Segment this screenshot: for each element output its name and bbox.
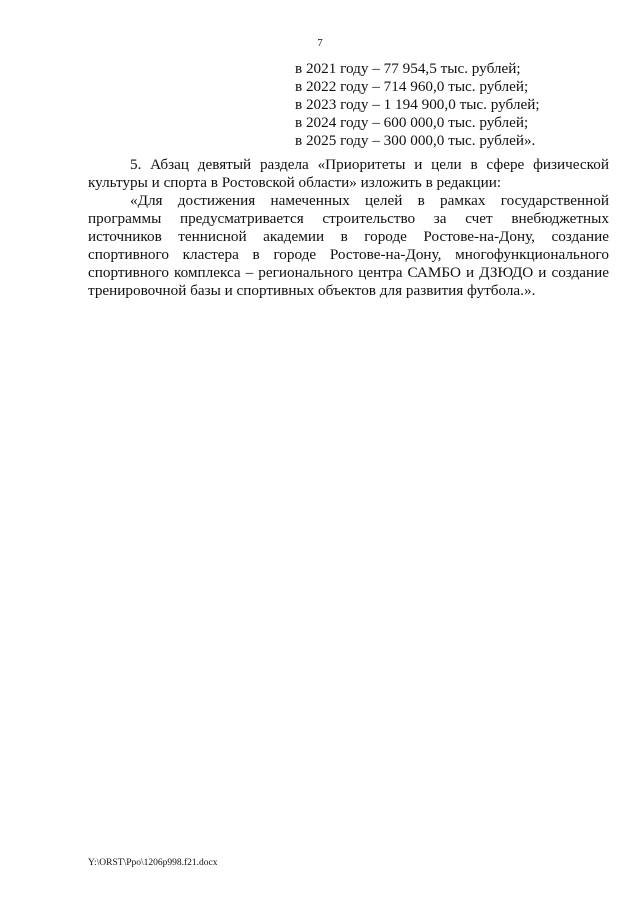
footer-file-path: Y:\ORST\Ppo\1206p998.f21.docx — [88, 858, 218, 868]
quoted-paragraph: «Для достижения намеченных целей в рамках государственной программы предусматривается строительство за счет внебюджетных источников теннисной академии в городе Ростове-на-Дону, создание спортивного кластера в городе Ростове-на-Дону, многофункционального спортивного комплекса – регионального центра САМБО и ДЗЮДО и создание тренировочной базы и спортивных объектов для развития футбола.». — [88, 192, 609, 299]
funding-item-2024: в 2024 году – 600 000,0 тыс. рублей; — [295, 114, 529, 131]
funding-list — [295, 60, 540, 150]
paragraph-5: 5. Абзац девятый раздела «Приоритеты и цели в сфере физической культуры и спорта в Ростовской области» изложить в редакции: — [88, 156, 609, 191]
funding-item-2021: в 2021 году – 77 954,5 тыс. рублей; — [295, 60, 521, 77]
funding-item-2023: в 2023 году – 1 194 900,0 тыс. рублей; — [295, 96, 540, 113]
page-number: 7 — [317, 37, 323, 49]
funding-item-2025: в 2025 году – 300 000,0 тыс. рублей». — [295, 132, 536, 149]
funding-item-2022: в 2022 году – 714 960,0 тыс. рублей; — [295, 78, 529, 95]
